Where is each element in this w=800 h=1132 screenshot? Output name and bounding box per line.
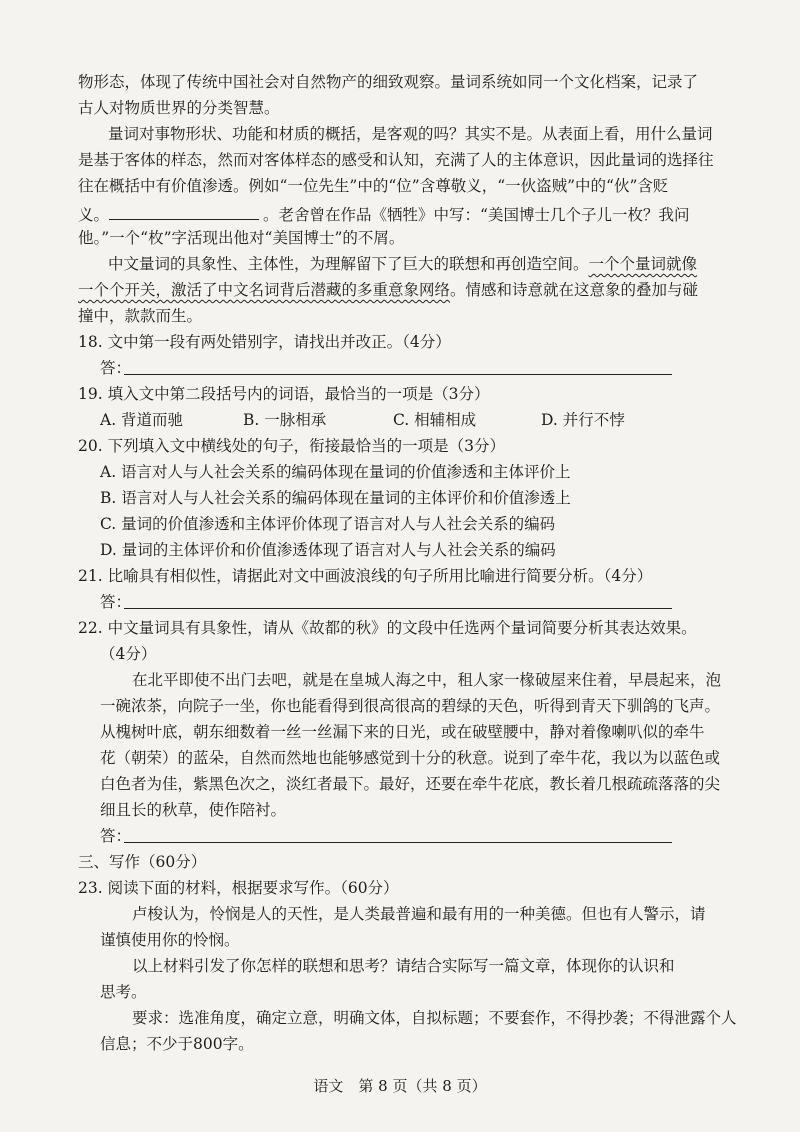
q20-option-d[interactable]: D. 量词的主体评价和价值渗透体现了语言对人与人社会关系的编码 — [100, 541, 556, 559]
q23-requirements-line-2: 信息；不少于800字。 — [100, 1035, 254, 1053]
q19-option-b[interactable]: B. 一脉相承 — [243, 411, 327, 429]
question-21: 21. 比喻具有相似性，请据此对文中画波浪线的句子所用比喻进行简要分析。（4分） — [78, 567, 653, 585]
q22-answer-label: 答： — [100, 827, 132, 845]
para3-line-1 — [108, 257, 697, 273]
q22-passage-line-3: 从槐树叶底，朝东细数着一丝一丝漏下来的日光，或在破壁腰中，静对着像喇叭似的牵牛 — [100, 723, 705, 741]
wavy-underlined-sentence-part-2: 一个个开关，激活了中文名词背后潜藏的多重意象网络 — [78, 281, 451, 299]
q22-answer-line[interactable] — [124, 842, 672, 843]
q22-passage-line-5: 白色者为佳，紫黑色次之，淡红者最下。最好，还要在牵牛花底，教长着几根疏疏落落的尖 — [100, 775, 721, 793]
page-footer: 语文 第 8 页（共 8 页） — [313, 1077, 487, 1095]
para2-line-1: 量词对事物形状、功能和材质的概括，是客观的吗？其实不是。从表面上看，用什么量词 — [108, 125, 713, 143]
q18-answer-label: 答： — [100, 359, 132, 377]
q22-passage-line-6: 细且长的秋草，使作陪衬。 — [100, 801, 287, 819]
q19-option-a[interactable]: A. 背道而驰 — [100, 411, 184, 429]
q20-option-c[interactable]: C. 量词的价值渗透和主体评价体现了语言对人与人社会关系的编码 — [100, 515, 556, 533]
q21-answer-line[interactable] — [124, 608, 672, 609]
question-18: 18. 文中第一段有两处错别字，请找出并改正。（4分） — [78, 333, 451, 351]
para1-line-1: 物形态，体现了传统中国社会对自然物产的细致观察。量词系统如同一个文化档案，记录了 — [78, 73, 699, 91]
para2-line-2: 是基于客体的样态，然而对客体样态的感受和认知，充满了人的主体意识，因此量词的选择往 — [78, 151, 714, 169]
q19-option-d[interactable]: D. 并行不悖 — [541, 411, 625, 429]
para3-line-1-text: 中文量词的具象性、主体性，为理解留下了巨大的联想和再创造空间。 — [108, 255, 589, 273]
q22-passage-line-1: 在北平即使不出门去吧，就是在皇城人海之中，租人家一椽破屋来住着，早晨起来，泡 — [132, 671, 722, 689]
q21-answer-label: 答： — [100, 593, 132, 611]
q23-requirements-line-1: 要求：选准角度，确定立意，明确文体，自拟标题；不要套作，不得抄袭；不得泄露个人 — [132, 1009, 737, 1027]
para2-line-3: 往在概括中有价值渗透。例如“一位先生”中的“位”含尊敬义，“一伙盗贼”中的“伙”含贬 — [78, 177, 669, 195]
para2-line-5: 他。”一个“枚”字活现出他对“美国博士”的不屑。 — [78, 229, 405, 247]
question-19: 19. 填入文中第二段括号内的词语，最恰当的一项是（3分） — [78, 385, 490, 403]
q19-option-c[interactable]: C. 相辅相成 — [393, 411, 477, 429]
para3-line-2 — [78, 283, 698, 299]
section-3-title: 三、写作（60分） — [78, 853, 207, 871]
question-20: 20. 下列填入文中横线处的句子，衔接最恰当的一项是（3分） — [78, 437, 505, 455]
para3-line-3: 撞中，款款而生。 — [78, 307, 203, 325]
q20-option-a[interactable]: A. 语言对人与人社会关系的编码体现在量词的价值渗透和主体评价上 — [100, 463, 571, 481]
q18-answer-line[interactable] — [124, 374, 672, 375]
fill-in-blank[interactable] — [109, 205, 259, 220]
q23-material-line-1: 卢梭认为，怜悯是人的天性，是人类最普遍和最有用的一种美德。但也有人警示，请 — [132, 905, 706, 923]
question-23: 23. 阅读下面的材料，根据要求写作。（60分） — [78, 879, 399, 897]
q22-passage-line-2: 一碗浓茶，向院子一坐，你也能看得到很高很高的碧绿的天色，听得到青天下驯鸽的飞声。 — [100, 697, 721, 715]
q23-prompt-line-2: 思考。 — [100, 983, 147, 1001]
q20-option-b[interactable]: B. 语言对人与人社会关系的编码体现在量词的主体评价和价值渗透上 — [100, 489, 571, 507]
q22-passage-line-4: 花（朝荣）的蓝朵，自然而然地也能够感觉到十分的秋意。说到了牵牛花，我以为以蓝色或 — [100, 749, 721, 767]
q23-prompt-line-1: 以上材料引发了你怎样的联想和思考？请结合实际写一篇文章，体现你的认识和 — [132, 957, 675, 975]
para2-line-4 — [78, 205, 689, 224]
para1-line-2: 古人对物质世界的分类智慧。 — [78, 99, 280, 117]
para2-line-4-end: 。老舍曾在作品《牺牲》中写：“美国博士几个子儿一枚？我问 — [263, 206, 690, 224]
para2-line-4-start: 义。 — [78, 206, 110, 224]
para3-line-2-text: 。情感和诗意就在这意象的叠加与碰 — [450, 281, 699, 299]
q22-score: （4分） — [100, 645, 157, 663]
wavy-underlined-sentence-part-1: 一个个量词就像 — [588, 255, 698, 273]
q23-material-line-2: 谨慎使用你的怜悯。 — [100, 931, 240, 949]
question-22: 22. 中文量词具有具象性，请从《故都的秋》的文段中任选两个量词简要分析其表达效果。 — [78, 619, 697, 637]
